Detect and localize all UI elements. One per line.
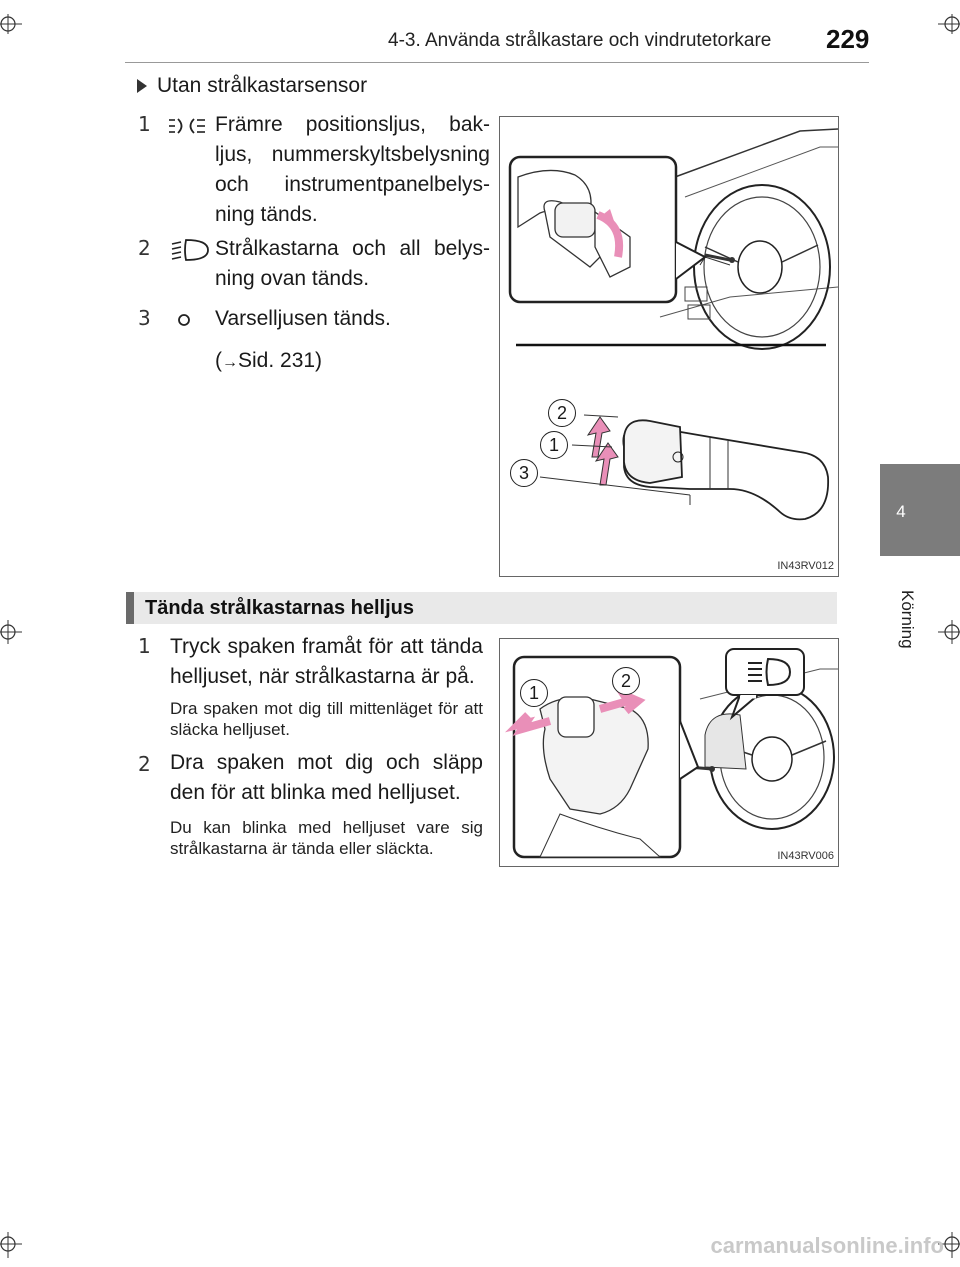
position-lights-icon [168, 116, 208, 136]
watermark: carmanualsonline.info [710, 1233, 944, 1258]
item-text: Främre positionsljus, bak-ljus, nummerskyltsbelysning och instrumentpanelbelys-ning tänds. [215, 113, 490, 226]
subsection-heading: Utan strålkastarsensor [157, 74, 368, 97]
chapter-number: 4 [896, 502, 906, 521]
lever-figure [499, 116, 839, 577]
page-reference: (→Sid. 231) [215, 349, 323, 372]
figure-code: IN43RV012 [777, 560, 834, 572]
high-beam-figure [499, 638, 839, 867]
item-number: 3 [138, 306, 151, 330]
figure-code: IN43RV006 [777, 850, 834, 862]
section-title: 4-3. Använda strålkastare och vindrutetorkare [388, 30, 772, 51]
section-band-accent [126, 592, 134, 624]
drl-icon [176, 312, 192, 328]
item-text: Dra spaken mot dig och släpp den för att blinka med helljuset. [170, 751, 483, 804]
bullet-arrow-icon [137, 79, 147, 93]
item-number: 1 [138, 634, 151, 658]
callout-2: 2 [548, 399, 576, 427]
item-number: 2 [138, 236, 151, 260]
registration-mark-icon [0, 612, 40, 652]
item-text: Strålkastarna och all belys-ning ovan tänds. [215, 237, 490, 290]
item-number: 2 [138, 752, 151, 776]
registration-mark-icon [0, 0, 40, 40]
item-text: Tryck spaken framåt för att tända helljuset, när strålkastarna är på. [170, 635, 483, 688]
callout-1: 1 [540, 431, 568, 459]
item-text: Varselljusen tänds. [215, 307, 391, 330]
page-number: 229 [826, 24, 870, 54]
callout-3: 3 [510, 459, 538, 487]
reference-arrow-icon: → [222, 354, 238, 371]
high-beam-illustration [500, 639, 838, 866]
callout-1: 1 [520, 679, 548, 707]
registration-mark-icon [920, 0, 960, 40]
lever-illustration [500, 117, 838, 576]
item-number: 1 [138, 112, 151, 136]
item-note: Dra spaken mot dig till mittenläget för att släcka helljuset. [170, 699, 483, 739]
callout-2: 2 [612, 667, 640, 695]
header-divider [125, 62, 869, 63]
low-beam-icon [170, 238, 210, 262]
section-heading: Tända strålkastarnas helljus [145, 597, 415, 619]
item-note: Du kan blinka med helljuset vare sig strålkastarna är tända eller släckta. [170, 818, 483, 858]
registration-mark-icon [920, 612, 960, 652]
registration-mark-icon [0, 1224, 40, 1264]
chapter-label: Körning [898, 590, 917, 649]
